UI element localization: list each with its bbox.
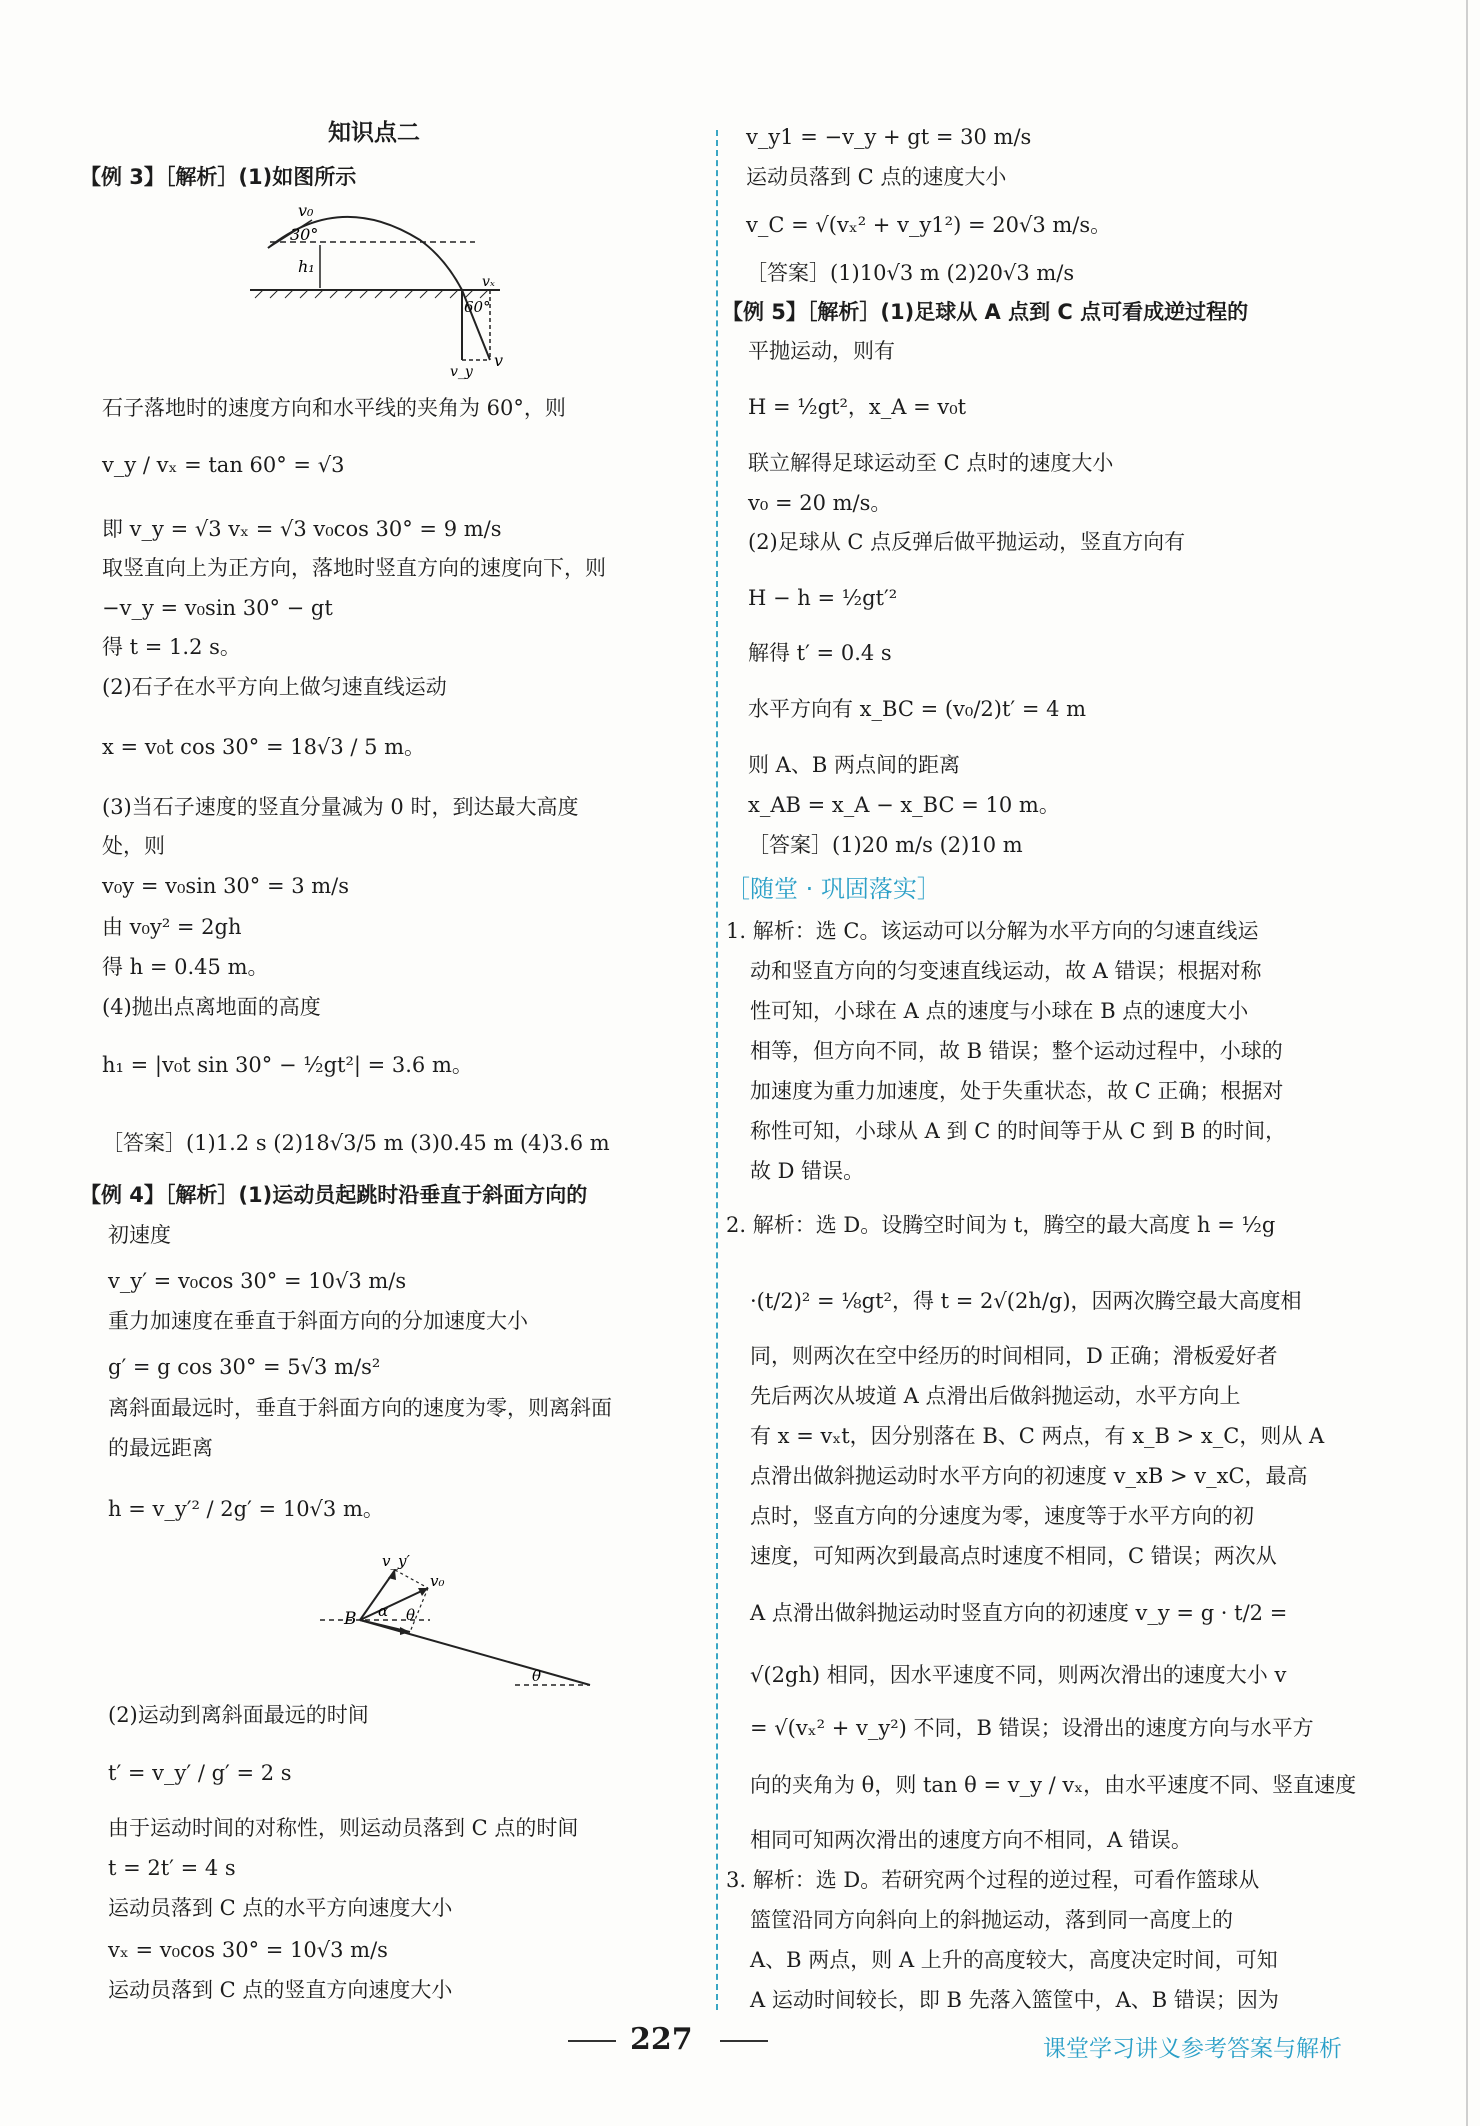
q2-line-9: A 点滑出做斜抛运动时竖直方向的初速度 v_y = g · t/2 = (750, 1601, 1288, 1625)
practice-section-title: ［随堂 · 巩固落实］ (726, 875, 941, 903)
fig1-h1-label: h₁ (298, 257, 315, 276)
example-5-header: 【例 5】［解析］(1)足球从 A 点到 C 点可看成逆过程的 (722, 300, 1249, 324)
ex5-line-10: x_AB = x_A − x_BC = 10 m。 (748, 793, 1060, 817)
ex3-line-11: v₀y = v₀sin 30° = 3 m/s (102, 874, 350, 898)
example-3-header: 【例 3】［解析］(1)如图所示 (80, 165, 357, 189)
q1-line-2: 动和竖直方向的匀变速直线运动，故 A 错误；根据对称 (750, 959, 1262, 983)
ex3-line-9: (3)当石子速度的竖直分量减为 0 时，到达最大高度 (102, 795, 579, 819)
ex3-line-8: x = v₀t cos 30° = 18√3 / 5 m。 (102, 735, 426, 759)
ex5-answer: ［答案］(1)20 m/s (2)10 m (748, 833, 1023, 857)
q1-line-5: 加速度为重力加速度，处于失重状态，故 C 正确；根据对 (750, 1079, 1284, 1103)
ex3-line-15: h₁ = |v₀t sin 30° − ½gt²| = 3.6 m。 (102, 1053, 473, 1077)
q2-line-7: 点时，竖直方向的分速度为零，速度等于水平方向的初 (750, 1504, 1254, 1528)
ex4-line-8: (2)运动到离斜面最远的时间 (108, 1703, 369, 1727)
q2-line-8: 速度，可知两次到最高点时速度不相同，C 错误；两次从 (750, 1544, 1277, 1568)
ex5-line-2: H = ½gt²，x_A = v₀t (748, 395, 967, 419)
ex3-line-13: 得 h = 0.45 m。 (102, 955, 269, 979)
ex3-line-1: 石子落地时的速度方向和水平线的夹角为 60°，则 (102, 396, 566, 420)
ex3-line-12: 由 v₀y² = 2gh (102, 915, 242, 939)
q3-line-2: 篮筐沿同方向斜向上的斜抛运动，落到同一高度上的 (750, 1908, 1233, 1932)
fig1-vx-label: vₓ (482, 274, 495, 290)
slope-figure (310, 1550, 600, 1690)
page-number-dash-left (568, 2040, 616, 2042)
ex5-line-8: 水平方向有 x_BC = (v₀/2)t′ = 4 m (748, 697, 1087, 721)
ex5-line-4: v₀ = 20 m/s。 (748, 491, 892, 515)
fig1-angle30-label: 30° (290, 225, 319, 244)
fig2-theta2-label: θ (532, 1667, 542, 1685)
q1-line-7: 故 D 错误。 (750, 1159, 865, 1183)
ex5-line-1: 平抛运动，则有 (748, 339, 895, 363)
page-edge (1466, 0, 1468, 2126)
fig1-v0-label: v₀ (298, 201, 314, 220)
right-top-line-3: v_C = √(vₓ² + v_y1²) = 20√3 m/s。 (746, 213, 1112, 237)
ex4-line-1: 初速度 (108, 1223, 171, 1247)
ex4-line-7: h = v_y′² / 2g′ = 10√3 m。 (108, 1497, 384, 1521)
ex5-line-5: (2)足球从 C 点反弹后做平抛运动，竖直方向有 (748, 530, 1186, 554)
example-4-header: 【例 4】［解析］(1)运动员起跳时沿垂直于斜面方向的 (80, 1183, 588, 1207)
right-top-line-2: 运动员落到 C 点的速度大小 (746, 165, 1007, 189)
ex3-line-2: v_y / vₓ = tan 60° = √3 (102, 453, 345, 477)
q1-line-4: 相等，但方向不同，故 B 错误；整个运动过程中，小球的 (750, 1039, 1283, 1063)
fig2-alpha-label: α (378, 1602, 389, 1620)
section-title: 知识点二 (328, 120, 420, 146)
ex4-line-12: 运动员落到 C 点的水平方向速度大小 (108, 1896, 453, 1920)
ex5-line-3: 联立解得足球运动至 C 点时的速度大小 (748, 451, 1114, 475)
fig2-v0-label: v₀ (430, 1572, 445, 1590)
fig1-v-label: v (494, 351, 504, 370)
ex3-line-4: 取竖直向上为正方向，落地时竖直方向的速度向下，则 (102, 556, 606, 580)
q3-line-4: A 运动时间较长，即 B 先落入篮筐中，A、B 错误；因为 (750, 1988, 1279, 2012)
ex4-line-13: vₓ = v₀cos 30° = 10√3 m/s (108, 1938, 388, 1962)
fig1-vy-label: v_y (450, 364, 473, 380)
q1-line-6: 称性可知，小球从 A 到 C 的时间等于从 C 到 B 的时间， (750, 1119, 1287, 1143)
fig2-vy-label: v_y′ (382, 1552, 410, 1570)
fig1-angle60-label: 60° (464, 298, 491, 316)
q3-line-1: 3. 解析：选 D。若研究两个过程的逆过程，可看作篮球从 (726, 1868, 1260, 1892)
q2-line-4: 先后两次从坡道 A 点滑出后做斜抛运动，水平方向上 (750, 1384, 1241, 1408)
q2-line-2: ·(t/2)² = ⅛gt²，得 t = 2√(2h/g)，因两次腾空最大高度相 (750, 1289, 1302, 1313)
q2-line-12: 向的夹角为 θ，则 tan θ = v_y / vₓ，由水平速度不同、竖直速度 (750, 1773, 1357, 1797)
q2-line-13: 相同可知两次滑出的速度方向不相同，A 错误。 (750, 1828, 1192, 1852)
ex4-line-3: 重力加速度在垂直于斜面方向的分加速度大小 (108, 1309, 528, 1333)
q2-line-5: 有 x = vₓt，因分别落在 B、C 两点，有 x_B > x_C，则从 A (750, 1424, 1325, 1448)
ex3-line-10: 处，则 (102, 834, 165, 858)
ex4-line-5: 离斜面最远时，垂直于斜面方向的速度为零，则离斜面 (108, 1396, 612, 1420)
q3-line-3: A、B 两点，则 A 上升的高度较大，高度决定时间，可知 (750, 1948, 1278, 1972)
q2-line-1: 2. 解析：选 D。设腾空时间为 t，腾空的最大高度 h = ½g (726, 1213, 1276, 1237)
fig2-theta-label: θ (406, 1606, 416, 1624)
q2-line-6: 点滑出做斜抛运动时水平方向的初速度 v_xB > v_xC，最高 (750, 1464, 1308, 1488)
projectile-figure (250, 200, 550, 380)
ex4-line-2: v_y′ = v₀cos 30° = 10√3 m/s (108, 1269, 407, 1293)
right-top-answer: ［答案］(1)10√3 m (2)20√3 m/s (746, 261, 1075, 285)
ex4-line-14: 运动员落到 C 点的竖直方向速度大小 (108, 1978, 453, 2002)
ex4-line-6: 的最远距离 (108, 1436, 213, 1460)
ex3-line-5: −v_y = v₀sin 30° − gt (102, 596, 333, 620)
ex4-line-9: t′ = v_y′ / g′ = 2 s (108, 1761, 292, 1785)
q1-line-3: 性可知，小球在 A 点的速度与小球在 B 点的速度大小 (750, 999, 1249, 1023)
q1-line-1: 1. 解析：选 C。该运动可以分解为水平方向的匀速直线运 (726, 919, 1259, 943)
ex4-line-11: t = 2t′ = 4 s (108, 1856, 236, 1880)
q2-line-11: = √(vₓ² + v_y²) 不同，B 错误；设滑出的速度方向与水平方 (750, 1716, 1314, 1740)
ex5-line-9: 则 A、B 两点间的距离 (748, 753, 960, 777)
ex3-answer: ［答案］(1)1.2 s (2)18√3/5 m (3)0.45 m (4)3.6 m (102, 1131, 610, 1155)
q2-line-3: 同，则两次在空中经历的时间相同，D 正确；滑板爱好者 (750, 1344, 1278, 1368)
ex4-line-10: 由于运动时间的对称性，则运动员落到 C 点的时间 (108, 1816, 579, 1840)
q2-line-10: √(2gh) 相同，因水平速度不同，则两次滑出的速度大小 v (750, 1663, 1287, 1687)
ex5-line-7: 解得 t′ = 0.4 s (748, 641, 892, 665)
right-top-line-1: v_y1 = −v_y + gt = 30 m/s (746, 125, 1032, 149)
footer-title: 课堂学习讲义参考答案与解析 (1043, 2036, 1342, 2062)
page-number-dash-right (720, 2040, 768, 2042)
column-divider (716, 130, 718, 2010)
ex3-line-7: (2)石子在水平方向上做匀速直线运动 (102, 675, 447, 699)
fig2-B-label: B (344, 1609, 357, 1629)
ex3-line-3: 即 v_y = √3 vₓ = √3 v₀cos 30° = 9 m/s (102, 517, 502, 541)
ex3-line-14: (4)抛出点离地面的高度 (102, 995, 321, 1019)
ex5-line-6: H − h = ½gt′² (748, 586, 898, 610)
ex3-line-6: 得 t = 1.2 s。 (102, 635, 241, 659)
page-number: 227 (630, 2022, 693, 2057)
ex4-line-4: g′ = g cos 30° = 5√3 m/s² (108, 1355, 381, 1379)
